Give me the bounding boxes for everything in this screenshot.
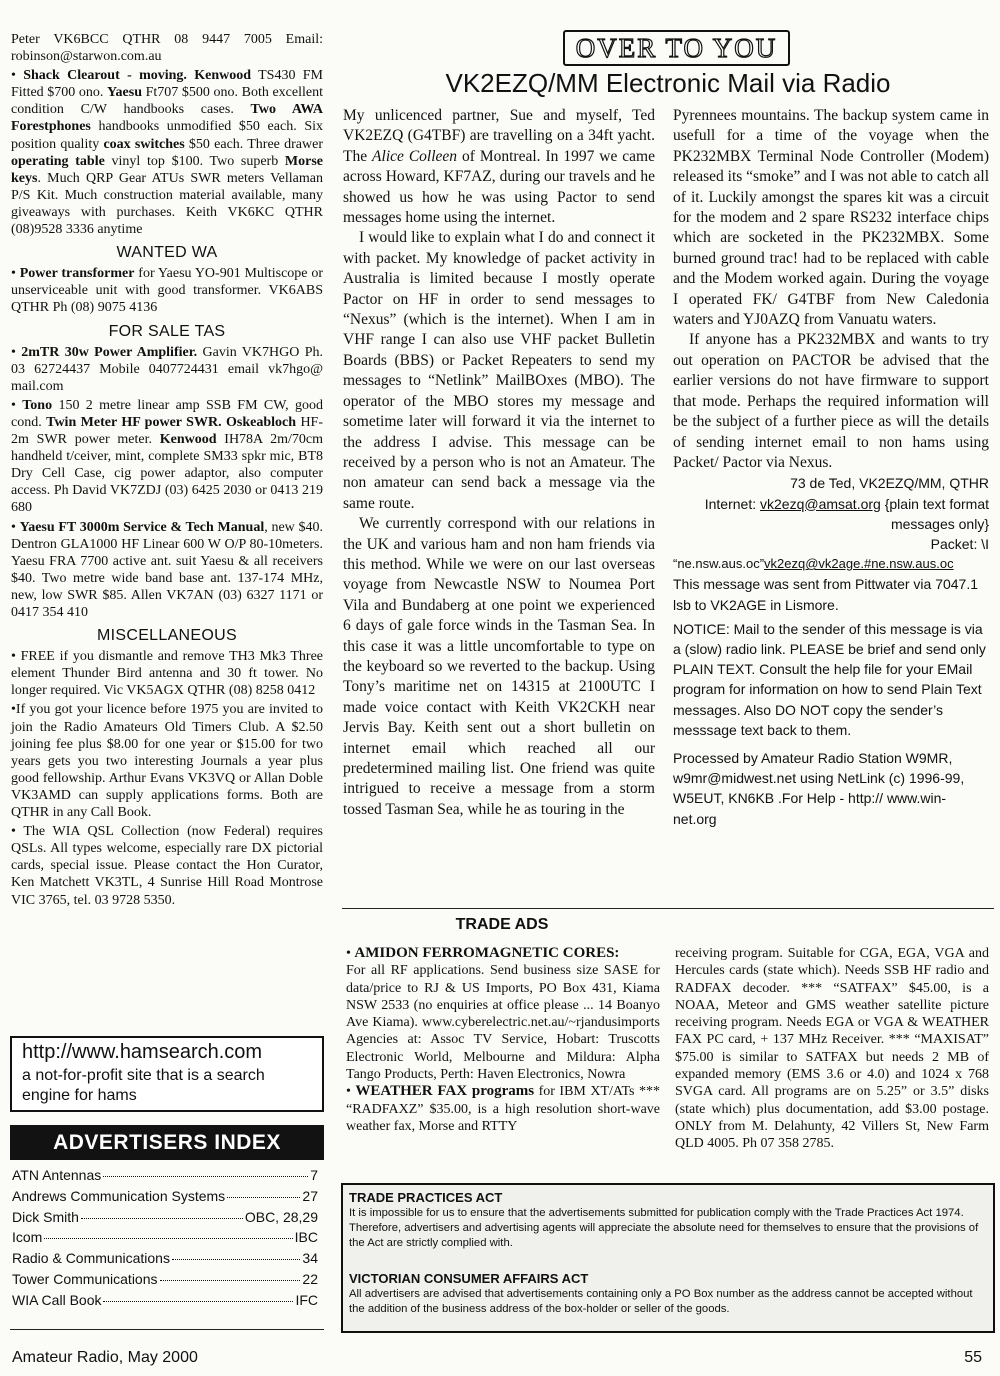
- hamsearch-box: [10, 1036, 324, 1112]
- over-to-you-banner: OVER TO YOU: [563, 30, 790, 66]
- article-column-2: [673, 106, 989, 829]
- consumer-affairs-heading: VICTORIAN CONSUMER AFFAIRS ACT: [349, 1271, 589, 1286]
- article-paragraph: I would like to explain what I do and connect it with packet. My knowledge of packet activity in Australia is limited because I mostly operate Pactor on HF in order to send messages to “Nexus” (which is the internet). When I am in VHF range I can also use VHF packet Bulletin Boards (BBS) or Packet Repeaters to send my messages to “Netlink” MailBOxes (MBO). The operator of the MBO stores my message and sometime later will forward it via the internet to the address I advise. This message can be received by a person who is not an Amateur. The non amateur can send back a message via the same route.: [343, 229, 655, 512]
- packet-address-link[interactable]: vk2ezq@vk2age.#ne.nsw.aus.oc: [764, 556, 954, 572]
- divider: [342, 908, 994, 909]
- advertiser-entry: WIA Call Book IFC: [12, 1291, 318, 1308]
- classifieds-column: [11, 31, 323, 911]
- trade-ads-column-1: [346, 945, 660, 1135]
- classified-item: • The WIA QSL Collection (now Federal) requires QSLs. All types welcome, especially rare DX pictorial cards, special issue. Please contact the Hon Curator, Ken Matchett VK3TL, 4 Sunrise Hill Road Montrose VIC 3765, tel. 03 9728 5350.: [11, 824, 323, 908]
- trade-ads-title: TRADE ADS: [455, 916, 549, 933]
- advertiser-entry: Andrews Communication Systems 27: [12, 1187, 318, 1204]
- internet-address-line: Internet: vk2ezq@amsat.org {plain text format messages only}: [704, 495, 989, 532]
- trade-ads-column-2: [675, 945, 989, 1153]
- trade-practices-heading: TRADE PRACTICES ACT: [349, 1190, 503, 1205]
- sent-from-note: This message was sent from Pittwater via 7047.1 lsb to VK2AGE in Lismore.: [673, 576, 979, 613]
- consumer-affairs-text: All advertisers are advised that advertisements containing only a PO Box number as the address cannot be accepted without the addition of the business address of the box-holder or seller of the goods.: [349, 1288, 973, 1315]
- advertiser-entry: ATN Antennas 7: [12, 1167, 318, 1183]
- article-column-1: [343, 106, 655, 820]
- signature: 73 de Ted, VK2EZQ/MM, QTHR: [790, 475, 989, 492]
- section-heading-for-sale-tas: FOR SALE TAS: [108, 322, 226, 340]
- advertisers-index-list: [12, 1167, 318, 1313]
- packet-label: Packet: \I: [930, 535, 989, 552]
- divider: [10, 1329, 324, 1330]
- section-heading-wanted-wa: WANTED WA: [116, 244, 218, 262]
- trade-ad: • WEATHER FAX programs for IBM XT/ATs *** “RADFAXZ” $35.00, is a high resolution short-wave weather fax, Morse and RTTY: [346, 1083, 661, 1134]
- hamsearch-description: a not-for-profit site that is a search engine for hams: [22, 1067, 265, 1104]
- article-paragraph: My unlicenced partner, Sue and myself, Ted VK2EZQ (G4TBF) are travelling on a 34ft yacht. The Alice Colleen of Montreal. In 1997 we came across Howard, KF7AZ, during our travels and he showed us how he was using Pactor to send messages home using the internet.: [343, 107, 655, 227]
- article-paragraph: Pyrennees mountains. The backup system came in usefull for a time of the voyage when the PK232MBX Terminal Node Controller (Modem) released its “smoke” and I was not able to catch all of it. Luckily amongst the spares kit was a circuit for the modem and 2 spare RS232 interface chips which are socketed in the PK232MBX. Some burned ground trac! had to be replaced with cable and the Modem worked again. During the voyage I operated FK/ G4TBF from New Caledonia waters and YJ0AZQ from Vanuatu waters.: [673, 107, 989, 329]
- classified-item: •If you got your licence before 1975 you are invited to join the Radio Amateurs Old Timers Club. A $2.50 joining fee plus $8.00 for one year or $15.00 for two years gets you two interesting Journals a year plus good fellowship. Arthur Evans VK3VQ or Allan Doble VK3AMD can supply applications forms. Both are QTHR in any Call Book.: [11, 702, 323, 821]
- classified-item: • Power transformer for Yaesu YO-901 Multiscope or unserviceable unit with good transformer. VK6ABS QTHR Ph (08) 9075 4136: [11, 266, 323, 316]
- hamsearch-url[interactable]: http://www.hamsearch.com: [22, 1041, 263, 1063]
- trade-ad-continued: receiving program. Suitable for CGA, EGA, VGA and Hercules cards (state which). Needs SSB HF radio and RADFAX decoder. *** “SATFAX” $45.00, is a NOAA, Meteor and GMS weather satellite picture receiving program. Needs EGA or VGA & WEATHER FAX PC card, + 137 MHz Receiver. *** “MAXISAT” $75.00 is similar to SATFAX but needs 2 MB of expanded memory (EMS 3.6 or 4.0) and 1024 x 768 SVGA card. All programs are on 5.25” or 3.5” disks (state which) plus documentation, add $3.00 postage. ONLY from M. Delahunty, 42 Villers St, New Farm QLD 4005. Ph 07 358 2785.: [675, 946, 989, 1152]
- advertiser-entry: Icom IBC: [12, 1229, 318, 1246]
- classified-item: • Shack Clearout - moving. Kenwood TS430 FM Fitted $700 ono. Yaesu Ft707 $500 ono. Both excellent condition C/W handbooks cases. Two AWA Forestphones handbooks unmodified $50 each. Six position quality coax switches $50 each. Three drawer operating table vinyl top $100. Two superb Morse keys. Much QRP Gear ATUs SWR meters Vellaman P/S Kit. Much construction material available, many giveaways with purchases. Keith VK6KC QTHR (08)9528 3336 anytime: [11, 68, 324, 238]
- article-title: VK2EZQ/MM Electronic Mail via Radio: [445, 68, 891, 98]
- article-paragraph: If anyone has a PK232MBX and wants to try out operation on PACTOR be advised that the earlier versions do not have firmware to support that mode. Perhaps the required information will be the subject of a further piece as will the details of sending internet email to non hams using Packet/ Pactor via Nexus.: [673, 331, 989, 471]
- classified-item: • FREE if you dismantle and remove TH3 Mk3 Three element Thunder Bird antenna and 30 ft tower. No longer required. Vic VK5AGX QTHR (08) 8258 0412: [11, 649, 324, 699]
- classified-intro: Peter VK6BCC QTHR 08 9447 7005 Email: robinson@starwon.com.au: [11, 32, 323, 65]
- advertiser-entry: Radio & Communications 34: [12, 1250, 318, 1267]
- article-paragraph: We currently correspond with our relations in the UK and various ham and non ham friends via this method. While we were on our last overseas voyage from Newcastle NSW to Noumea Port Vila and Bundaberg at one point we experienced 6 days of gale force winds in the Tasman Sea. In this case it was a little uncomfortable to type on the keyboard so we reverted to the backup. Using Tony’s maritime net on 14315 at 2100UTC I made voice contact with Keith VK2CKH near Jervis Bay. Keith sent out a short bulletin on internet email which reached all our predetermined mailing list. One friend was quite intrigued to receive a message from a storm tossed Tasman Sea, while he as touring in the: [343, 515, 655, 818]
- advertiser-entry: Tower Communications 22: [12, 1270, 318, 1287]
- trade-ad: • AMIDON FERROMAGNETIC CORES: For all RF applications. Send business size SASE for data/price to RJ & US Imports, PO Box 431, Kiama NSW 2533 (no enquiries at office please ... 14 Boanyo Ave Kiama). www.cyberelectric.net.au/~rjandusimports Agencies at: Assoc TV Service, Hobart: Truscotts Electronic World, Melbourne and Mildura: Alpha Tango Products, Perth: Haven Electronics, Nowra: [346, 945, 660, 1083]
- section-heading-miscellaneous: MISCELLANEOUS: [97, 627, 237, 645]
- legal-notice-box: [341, 1183, 995, 1333]
- notice-text: NOTICE: Mail to the sender of this message is via a (slow) radio link. PLEASE be brief and send only PLAIN TEXT. Consult the help file for your EMail program for information on how to send Plain Text messages. Also DO NOT copy the sender’s messsage text back to them.: [673, 620, 986, 738]
- classified-item: • Yaesu FT 3000m Service & Tech Manual, new $40. Dentron GLA1000 HF Linear 600 W O/P 80-10meters. Yaesu FRA 7700 active ant. suit Yaesu & all receivers $40. Two metre wide band base ant. 137-174 MHz, new, low SWR $85. Allen VK7AN (03) 6327 1171 or 0417 354 410: [11, 519, 324, 620]
- packet-address-line: “ne.nsw.aus.oc”vk2ezq@vk2age.#ne.nsw.aus.oc: [673, 556, 954, 572]
- trade-practices-text: It is impossible for us to ensure that the advertisements submitted for publication comply with the Trade Practices Act 1974. Therefore, advertisers and advertising agents will appreciate the absolute need for themselves to ensure that the provisions of the Act are strictly complied with.: [349, 1207, 979, 1249]
- advertisers-index-title: ADVERTISERS INDEX: [10, 1125, 324, 1160]
- email-link[interactable]: vk2ezq@amsat.org: [760, 495, 881, 512]
- page-number: 55: [964, 1349, 982, 1366]
- advertiser-entry: Dick Smith OBC, 28,29: [12, 1208, 318, 1225]
- footer-publication: Amateur Radio, May 2000: [12, 1349, 198, 1366]
- classified-item: • 2mTR 30w Power Amplifier. Gavin VK7HGO Ph. 03 62724437 Mobile 0407724431 email vk7hgo@ mail.com: [11, 344, 323, 394]
- classified-item: • Tono 150 2 metre linear amp SSB FM CW, good cond. Twin Meter HF power SWR. Oskeabloch HF-2m SWR power meter. Kenwood IH78A 2m/70cm handheld t/ceiver, mint, complete SM33 spkr mic, BT8 Dry Cell Case, cig power adaptor, also computer access. Ph David VK7ZDJ (03) 6425 2030 or 0413 219 680: [11, 397, 324, 516]
- processed-note: Processed by Amateur Radio Station W9MR, w9mr@midwest.net using NetLink (c) 1996-99, W5EUT, KN6KB .For Help - http:// www.win-net.org: [673, 749, 965, 827]
